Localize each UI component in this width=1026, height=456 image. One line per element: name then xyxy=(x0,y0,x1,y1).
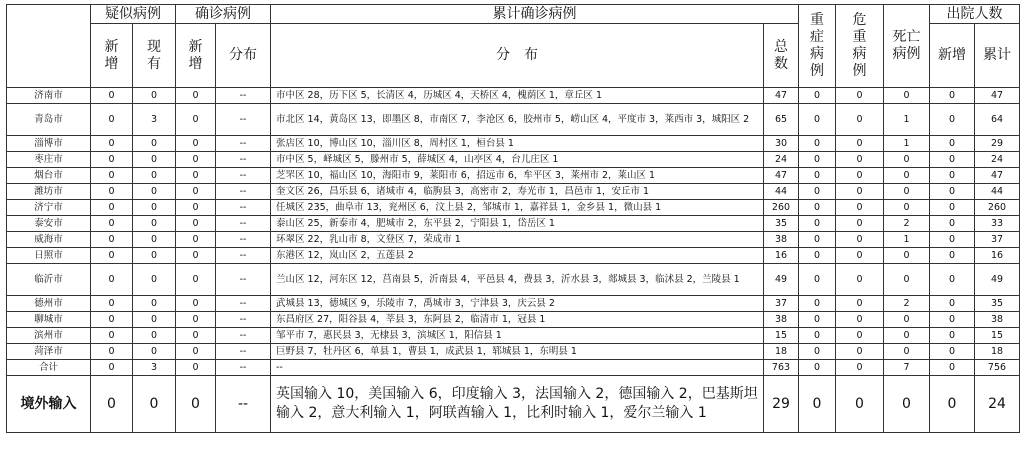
cell-d-total: 33 xyxy=(975,216,1020,232)
cell-s-cur: 0 xyxy=(133,152,176,168)
cell-d-total: 47 xyxy=(975,168,1020,184)
cell-dist: 奎文区 26，昌乐县 6，诸城市 4，临朐县 3，高密市 2，寿光市 1，昌邑市 1，安丘市 1 xyxy=(271,184,764,200)
header-discharged-new xyxy=(930,24,975,88)
cell-dist: 泰山区 25，新泰市 4，肥城市 2，东平县 2，宁阳县 1，岱岳区 1 xyxy=(271,216,764,232)
cell-s-cur: 0 xyxy=(133,376,176,433)
cell-c-new: 0 xyxy=(176,328,216,344)
cell-c-dist: -- xyxy=(216,248,271,264)
header-suspected: 疑似病例 xyxy=(91,5,176,24)
table-row xyxy=(7,312,1020,328)
cell-d-total: 38 xyxy=(975,312,1020,328)
cell-d-total: 44 xyxy=(975,184,1020,200)
covid-case-table-wrapper xyxy=(6,4,1020,433)
cell-s-cur: 0 xyxy=(133,168,176,184)
cell-critical: 0 xyxy=(836,264,884,296)
table-row xyxy=(7,344,1020,360)
header-cumulative: 累计确诊病例 xyxy=(271,5,799,24)
cell-death: 0 xyxy=(884,344,930,360)
cell-death: 2 xyxy=(884,296,930,312)
cell-critical: 0 xyxy=(836,296,884,312)
cell-d-total: 49 xyxy=(975,264,1020,296)
cell-city: 聊城市 xyxy=(7,312,91,328)
cell-death: 2 xyxy=(884,216,930,232)
cell-severe: 0 xyxy=(799,376,836,433)
header-suspected-new xyxy=(91,24,133,88)
header-confirmed-distribution: 分布 xyxy=(216,24,271,88)
cell-c-dist: -- xyxy=(216,200,271,216)
cell-critical: 0 xyxy=(836,184,884,200)
cell-severe: 0 xyxy=(799,248,836,264)
cell-death: 0 xyxy=(884,328,930,344)
cell-c-new: 0 xyxy=(176,360,216,376)
cell-d-new: 0 xyxy=(930,376,975,433)
cell-s-cur: 0 xyxy=(133,136,176,152)
cell-s-cur: 0 xyxy=(133,264,176,296)
table-row xyxy=(7,360,1020,376)
cell-s-cur: 0 xyxy=(133,312,176,328)
cell-s-new: 0 xyxy=(91,104,133,136)
cell-c-new: 0 xyxy=(176,312,216,328)
cell-s-new: 0 xyxy=(91,248,133,264)
cell-death: 0 xyxy=(884,264,930,296)
cell-death: 0 xyxy=(884,168,930,184)
cell-death: 0 xyxy=(884,152,930,168)
header-cumulative-total xyxy=(764,24,799,88)
header-suspected-new-text: 新增 xyxy=(104,38,119,72)
cell-c-new: 0 xyxy=(176,152,216,168)
header-cumulative-total-text: 总数 xyxy=(774,38,788,72)
cell-critical: 0 xyxy=(836,344,884,360)
cell-s-new: 0 xyxy=(91,376,133,433)
cell-c-dist: -- xyxy=(216,88,271,104)
cell-total: 24 xyxy=(764,152,799,168)
cell-d-new: 0 xyxy=(930,216,975,232)
cell-c-new: 0 xyxy=(176,184,216,200)
cell-total: 49 xyxy=(764,264,799,296)
cell-c-dist: -- xyxy=(216,328,271,344)
cell-critical: 0 xyxy=(836,248,884,264)
cell-s-cur: 0 xyxy=(133,248,176,264)
cell-critical: 0 xyxy=(836,136,884,152)
cell-severe: 0 xyxy=(799,104,836,136)
cell-death: 1 xyxy=(884,136,930,152)
cell-d-new: 0 xyxy=(930,232,975,248)
table-row-foreign xyxy=(7,376,1020,433)
cell-c-dist: -- xyxy=(216,264,271,296)
table-row xyxy=(7,232,1020,248)
header-confirmed: 确诊病例 xyxy=(176,5,271,24)
cell-dist: 张店区 10，博山区 10，淄川区 8，周村区 1，桓台县 1 xyxy=(271,136,764,152)
cell-c-dist: -- xyxy=(216,152,271,168)
cell-city: 菏泽市 xyxy=(7,344,91,360)
cell-death: 0 xyxy=(884,248,930,264)
cell-d-total: 37 xyxy=(975,232,1020,248)
cell-c-new: 0 xyxy=(176,216,216,232)
cell-severe: 0 xyxy=(799,232,836,248)
header-critical xyxy=(836,5,884,88)
cell-d-total: 260 xyxy=(975,200,1020,216)
cell-s-new: 0 xyxy=(91,200,133,216)
cell-c-new: 0 xyxy=(176,296,216,312)
table-row xyxy=(7,184,1020,200)
cell-c-dist: -- xyxy=(216,296,271,312)
cell-c-dist: -- xyxy=(216,168,271,184)
cell-city: 泰安市 xyxy=(7,216,91,232)
cell-c-dist: -- xyxy=(216,104,271,136)
cell-d-total: 29 xyxy=(975,136,1020,152)
cell-c-dist: -- xyxy=(216,360,271,376)
cell-city: 济宁市 xyxy=(7,200,91,216)
cell-total: 65 xyxy=(764,104,799,136)
cell-critical: 0 xyxy=(836,216,884,232)
cell-city: 临沂市 xyxy=(7,264,91,296)
cell-d-total: 35 xyxy=(975,296,1020,312)
cell-d-total: 64 xyxy=(975,104,1020,136)
cell-total: 35 xyxy=(764,216,799,232)
cell-total: 37 xyxy=(764,296,799,312)
header-cumulative-distribution: 分 布 xyxy=(271,24,764,88)
cell-d-new: 0 xyxy=(930,344,975,360)
cell-dist: 芝罘区 10，福山区 10，海阳市 9，莱阳市 6，招远市 6，牟平区 3，莱州市 2，莱山区 1 xyxy=(271,168,764,184)
table-row xyxy=(7,200,1020,216)
cell-critical: 0 xyxy=(836,328,884,344)
cell-total: 47 xyxy=(764,88,799,104)
cell-total: 18 xyxy=(764,344,799,360)
cell-d-total: 756 xyxy=(975,360,1020,376)
cell-city: 威海市 xyxy=(7,232,91,248)
cell-d-total: 16 xyxy=(975,248,1020,264)
cell-dist: 环翠区 22，乳山市 8，文登区 7，荣成市 1 xyxy=(271,232,764,248)
table-row xyxy=(7,248,1020,264)
table-row xyxy=(7,264,1020,296)
cell-c-dist: -- xyxy=(216,312,271,328)
cell-d-new: 0 xyxy=(930,328,975,344)
cell-critical: 0 xyxy=(836,360,884,376)
cell-d-new: 0 xyxy=(930,168,975,184)
cell-d-new: 0 xyxy=(930,248,975,264)
cell-s-new: 0 xyxy=(91,232,133,248)
header-severe xyxy=(799,5,836,88)
cell-critical: 0 xyxy=(836,312,884,328)
cell-dist: 任城区 235，曲阜市 13，兖州区 6，汶上县 2，邹城市 1，嘉祥县 1，金乡县 1，微山县 1 xyxy=(271,200,764,216)
header-discharged-total xyxy=(975,24,1020,88)
table-body xyxy=(7,88,1020,433)
cell-city: 境外输入 xyxy=(7,376,91,433)
cell-severe: 0 xyxy=(799,360,836,376)
cell-dist: 武城县 13，德城区 9，乐陵市 7，禹城市 3，宁津县 3，庆云县 2 xyxy=(271,296,764,312)
cell-critical: 0 xyxy=(836,200,884,216)
cell-critical: 0 xyxy=(836,152,884,168)
cell-s-cur: 0 xyxy=(133,344,176,360)
header-deaths-text: 死亡病例 xyxy=(892,29,921,62)
covid-case-table xyxy=(6,4,1020,433)
header-suspected-current xyxy=(133,24,176,88)
cell-dist: 英国输入 10，美国输入 6，印度输入 3，法国输入 2，德国输入 2，巴基斯坦输入 2，意大利输入 1，阿联酋输入 1，比利时输入 1，爱尔兰输入 1 xyxy=(271,376,764,433)
header-discharged: 出院人数 xyxy=(930,5,1020,24)
cell-c-dist: -- xyxy=(216,216,271,232)
cell-severe: 0 xyxy=(799,312,836,328)
cell-total: 15 xyxy=(764,328,799,344)
cell-d-new: 0 xyxy=(930,296,975,312)
cell-s-new: 0 xyxy=(91,216,133,232)
cell-c-dist: -- xyxy=(216,344,271,360)
cell-d-new: 0 xyxy=(930,312,975,328)
cell-severe: 0 xyxy=(799,168,836,184)
cell-s-new: 0 xyxy=(91,136,133,152)
cell-total: 38 xyxy=(764,312,799,328)
cell-city: 枣庄市 xyxy=(7,152,91,168)
cell-s-cur: 3 xyxy=(133,360,176,376)
cell-death: 0 xyxy=(884,184,930,200)
header-suspected-current-text: 现有 xyxy=(147,38,161,72)
cell-d-new: 0 xyxy=(930,136,975,152)
cell-city: 日照市 xyxy=(7,248,91,264)
cell-death: 7 xyxy=(884,360,930,376)
cell-city: 潍坊市 xyxy=(7,184,91,200)
cell-city: 德州市 xyxy=(7,296,91,312)
cell-dist: 兰山区 12，河东区 12，莒南县 5，沂南县 4，平邑县 4，费县 3，沂水县 3，郯城县 3，临沭县 2，兰陵县 1 xyxy=(271,264,764,296)
cell-severe: 0 xyxy=(799,184,836,200)
cell-s-new: 0 xyxy=(91,312,133,328)
cell-city: 济南市 xyxy=(7,88,91,104)
cell-severe: 0 xyxy=(799,136,836,152)
cell-city: 滨州市 xyxy=(7,328,91,344)
cell-severe: 0 xyxy=(799,216,836,232)
cell-c-new: 0 xyxy=(176,344,216,360)
table-row xyxy=(7,328,1020,344)
cell-death: 0 xyxy=(884,312,930,328)
cell-critical: 0 xyxy=(836,232,884,248)
cell-s-new: 0 xyxy=(91,184,133,200)
table-row xyxy=(7,136,1020,152)
cell-s-cur: 0 xyxy=(133,328,176,344)
cell-death: 1 xyxy=(884,232,930,248)
cell-d-new: 0 xyxy=(930,264,975,296)
cell-c-dist: -- xyxy=(216,136,271,152)
cell-s-cur: 0 xyxy=(133,296,176,312)
header-deaths xyxy=(884,5,930,88)
cell-dist: 市中区 5，峄城区 5，滕州市 5，薛城区 4，山亭区 4，台儿庄区 1 xyxy=(271,152,764,168)
cell-total: 16 xyxy=(764,248,799,264)
cell-d-total: 15 xyxy=(975,328,1020,344)
cell-c-new: 0 xyxy=(176,136,216,152)
cell-dist: -- xyxy=(271,360,764,376)
cell-s-new: 0 xyxy=(91,264,133,296)
cell-critical: 0 xyxy=(836,88,884,104)
header-critical-text: 危重病例 xyxy=(852,12,867,79)
cell-s-new: 0 xyxy=(91,88,133,104)
cell-severe: 0 xyxy=(799,152,836,168)
cell-d-new: 0 xyxy=(930,184,975,200)
cell-dist: 东昌府区 27，阳谷县 4，莘县 3，东阿县 2，临清市 1，冠县 1 xyxy=(271,312,764,328)
cell-s-new: 0 xyxy=(91,168,133,184)
cell-dist: 东港区 12，岚山区 2，五莲县 2 xyxy=(271,248,764,264)
header-confirmed-new xyxy=(176,24,216,88)
cell-d-total: 47 xyxy=(975,88,1020,104)
cell-s-cur: 0 xyxy=(133,200,176,216)
cell-dist: 市中区 28，历下区 5，长清区 4，历城区 4，天桥区 4，槐荫区 1，章丘区 1 xyxy=(271,88,764,104)
cell-s-cur: 3 xyxy=(133,104,176,136)
cell-total: 763 xyxy=(764,360,799,376)
cell-dist: 邹平市 7，惠民县 3，无棣县 3，滨城区 1，阳信县 1 xyxy=(271,328,764,344)
cell-s-cur: 0 xyxy=(133,184,176,200)
cell-death: 0 xyxy=(884,200,930,216)
cell-c-dist: -- xyxy=(216,184,271,200)
cell-s-new: 0 xyxy=(91,360,133,376)
table-row xyxy=(7,168,1020,184)
cell-c-new: 0 xyxy=(176,88,216,104)
table-row xyxy=(7,216,1020,232)
cell-severe: 0 xyxy=(799,344,836,360)
cell-c-new: 0 xyxy=(176,168,216,184)
cell-d-total: 24 xyxy=(975,376,1020,433)
cell-total: 29 xyxy=(764,376,799,433)
cell-critical: 0 xyxy=(836,376,884,433)
cell-s-cur: 0 xyxy=(133,88,176,104)
cell-s-new: 0 xyxy=(91,296,133,312)
cell-total: 30 xyxy=(764,136,799,152)
cell-s-cur: 0 xyxy=(133,216,176,232)
cell-c-new: 0 xyxy=(176,376,216,433)
cell-city: 烟台市 xyxy=(7,168,91,184)
header-severe-text: 重症病例 xyxy=(810,12,824,79)
cell-c-dist: -- xyxy=(216,376,271,433)
cell-total: 47 xyxy=(764,168,799,184)
table-row xyxy=(7,88,1020,104)
cell-severe: 0 xyxy=(799,296,836,312)
cell-c-new: 0 xyxy=(176,200,216,216)
cell-c-new: 0 xyxy=(176,248,216,264)
cell-severe: 0 xyxy=(799,328,836,344)
cell-severe: 0 xyxy=(799,264,836,296)
cell-city: 合计 xyxy=(7,360,91,376)
cell-death: 0 xyxy=(884,376,930,433)
header-confirmed-new-text: 新增 xyxy=(188,38,203,72)
table-row xyxy=(7,152,1020,168)
header-city xyxy=(7,5,91,88)
cell-critical: 0 xyxy=(836,104,884,136)
header-discharged-new-text: 新增 xyxy=(938,47,966,63)
cell-city: 青岛市 xyxy=(7,104,91,136)
cell-d-new: 0 xyxy=(930,200,975,216)
cell-s-cur: 0 xyxy=(133,232,176,248)
cell-c-new: 0 xyxy=(176,104,216,136)
cell-total: 260 xyxy=(764,200,799,216)
cell-d-new: 0 xyxy=(930,88,975,104)
cell-severe: 0 xyxy=(799,88,836,104)
cell-death: 1 xyxy=(884,104,930,136)
cell-dist: 市北区 14，黄岛区 13，即墨区 8，市南区 7，李沧区 6，胶州市 5，崂山区 4，平度市 3，莱西市 3，城阳区 2 xyxy=(271,104,764,136)
cell-critical: 0 xyxy=(836,168,884,184)
cell-d-new: 0 xyxy=(930,152,975,168)
cell-total: 38 xyxy=(764,232,799,248)
table-row xyxy=(7,104,1020,136)
cell-c-new: 0 xyxy=(176,232,216,248)
cell-severe: 0 xyxy=(799,200,836,216)
cell-dist: 巨野县 7，牡丹区 6，单县 1，曹县 1，成武县 1，郓城县 1，东明县 1 xyxy=(271,344,764,360)
cell-s-new: 0 xyxy=(91,152,133,168)
cell-city: 淄博市 xyxy=(7,136,91,152)
cell-c-new: 0 xyxy=(176,264,216,296)
table-row xyxy=(7,296,1020,312)
cell-d-total: 24 xyxy=(975,152,1020,168)
cell-s-new: 0 xyxy=(91,328,133,344)
cell-death: 0 xyxy=(884,88,930,104)
cell-c-dist: -- xyxy=(216,232,271,248)
cell-d-total: 18 xyxy=(975,344,1020,360)
header-discharged-total-text: 累计 xyxy=(983,47,1011,63)
cell-total: 44 xyxy=(764,184,799,200)
cell-s-new: 0 xyxy=(91,344,133,360)
cell-d-new: 0 xyxy=(930,104,975,136)
cell-d-new: 0 xyxy=(930,360,975,376)
